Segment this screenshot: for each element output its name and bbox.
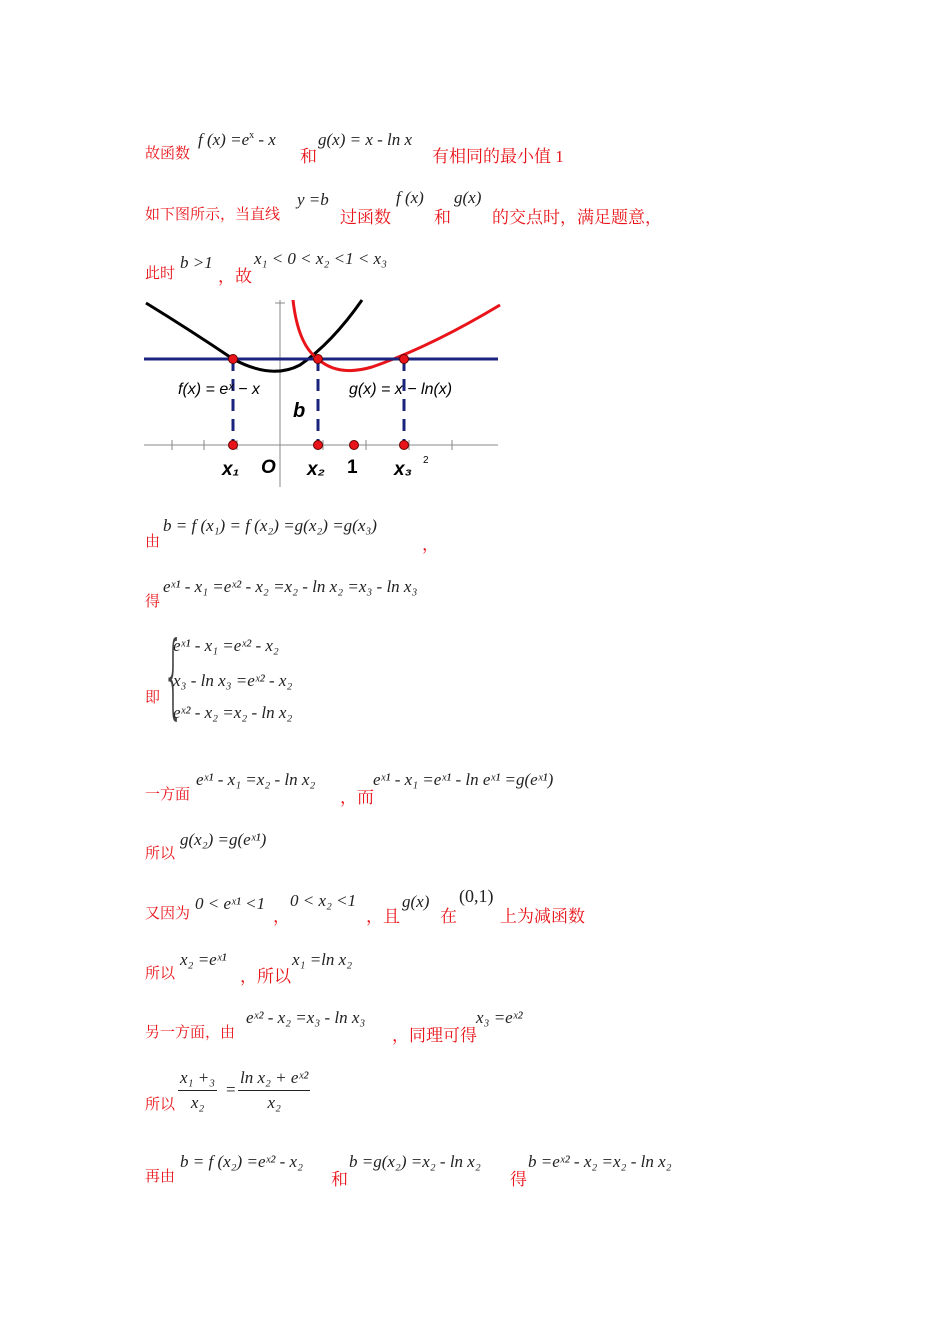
l10-eq2: x₁ =ln x₂ [292, 950, 353, 969]
l10-pre: 所以 [145, 964, 176, 982]
l9-eq2: 0 < x₂ <1 [290, 891, 357, 910]
l3-mid: ，故 [218, 267, 252, 286]
l9-g: g(x) [402, 892, 430, 911]
l13-mid2: 得 [510, 1170, 527, 1189]
l3-pre: 此时 [145, 264, 176, 282]
l7-eq1: eˣ¹ - x₁ =x₂ - ln x₂ [196, 770, 316, 789]
l12-eq: = [226, 1080, 236, 1099]
l5-pre: 得 [145, 592, 161, 610]
l9-at: 在 [440, 907, 457, 926]
b-label: b [293, 400, 306, 422]
l1-mid: 和 [300, 147, 317, 166]
l7-pre: 一方面 [145, 785, 191, 803]
l2-y: y =b [297, 190, 329, 209]
l10-eq1: x₂ =eˣ¹ [180, 950, 227, 969]
l11-eq1: eˣ² - x₂ =x₃ - ln x₃ [246, 1008, 366, 1027]
l9-interval: (0,1) [459, 886, 494, 906]
l9-sep: ， [273, 907, 290, 926]
l13-eq2: b =g(x₂) =x₂ - ln x₂ [349, 1152, 481, 1171]
l1-g-eq: g(x) = x - ln x [318, 130, 413, 149]
l7-eq2: eˣ¹ - x₁ =eˣ¹ - ln eˣ¹ =g(eˣ¹) [373, 770, 554, 789]
tick-2-label: 2 [423, 455, 429, 466]
l2-post: 的交点时，满足题意， [492, 208, 662, 227]
l13-pre: 再由 [145, 1167, 176, 1185]
l4-pre: 由 [145, 532, 161, 550]
l12-frac-right [238, 1068, 310, 1113]
x1-label: x₁ [222, 459, 240, 480]
l3-b: b >1 [180, 253, 213, 272]
l6-pre: 即 [145, 688, 161, 706]
l1-f2: - x [254, 130, 276, 149]
l2-mid2: 和 [434, 208, 451, 227]
l9-pre: 又因为 [145, 904, 191, 922]
l2-f: f (x) [396, 188, 424, 207]
point-x3-axis [400, 441, 409, 450]
l8-pre: 所以 [145, 844, 176, 862]
l4-eq: b = f (x₁) = f (x₂) =g(x₂) =g(x₃) [163, 516, 377, 535]
l2-mid1: 过函数 [340, 208, 391, 227]
point-x2-axis [314, 441, 323, 450]
l11-eq2: x₃ =eˣ² [476, 1008, 523, 1027]
l12-pre: 所以 [145, 1095, 176, 1113]
f-curve [146, 300, 362, 371]
l2-g: g(x) [454, 188, 482, 207]
l9-mid: ，且 [366, 907, 400, 926]
l8-eq: g(x₂) =g(eˣ¹) [180, 830, 267, 849]
l10-mid: ，所以 [240, 967, 291, 986]
l13-eq3: b =eˣ² - x₂ =x₂ - ln x₂ [528, 1152, 672, 1171]
l1-post: 有相同的最小值 1 [432, 147, 564, 166]
point-x1-axis [229, 441, 238, 450]
l12-den: x₂ [190, 1093, 205, 1112]
point-b-x2 [314, 355, 323, 364]
l1-f-eq [198, 130, 276, 150]
f-label: f(x) = eˣ − x [178, 381, 260, 398]
l7-mid: ，而 [340, 788, 374, 807]
point-f-b-x1 [229, 355, 238, 364]
l6-r2: x₃ - ln x₃ =eˣ² - x₂ [173, 671, 293, 690]
system-brace: { [163, 622, 184, 729]
l6-r3: eˣ² - x₂ =x₂ - ln x₂ [173, 703, 293, 722]
function-graph [140, 295, 502, 495]
l12-frac-left [178, 1068, 217, 1113]
origin-label: O [261, 457, 276, 478]
l1-fsup: x [249, 130, 255, 141]
l6-r1: eˣ¹ - x₁ =eˣ² - x₂ [173, 636, 279, 655]
point-one-axis [350, 441, 359, 450]
l1-f: f (x) =e [198, 130, 250, 149]
l13-eq1: b = f (x₂) =eˣ² - x₂ [180, 1152, 304, 1171]
point-g-b-x3 [400, 355, 409, 364]
l12-den2: x₂ [267, 1093, 281, 1112]
l13-mid1: 和 [331, 1170, 348, 1189]
l3-ineq: x₁ < 0 < x₂ <1 < x₃ [254, 249, 388, 268]
l5-eq: eˣ¹ - x₁ =eˣ² - x₂ =x₂ - ln x₂ =x₃ - ln x₃ [163, 577, 418, 596]
x2-label: x₂ [307, 459, 325, 480]
l2-pre: 如下图所示，当直线 [145, 205, 281, 223]
l1-pre: 故函数 [145, 144, 191, 162]
one-label: 1 [347, 457, 358, 478]
l12-num: x₁ +₃ [180, 1068, 216, 1087]
l11-pre: 另一方面，由 [145, 1023, 236, 1041]
l11-mid: ，同理可得 [392, 1026, 477, 1045]
l4-post: ， [422, 535, 439, 554]
g-label: g(x) = x − ln(x) [349, 381, 453, 398]
l12-num2: ln x₂ + eˣ² [240, 1068, 309, 1087]
l9-eq1: 0 < eˣ¹ <1 [195, 894, 266, 913]
l9-post: 上为减函数 [500, 907, 585, 926]
x3-label: x₃ [394, 459, 412, 480]
